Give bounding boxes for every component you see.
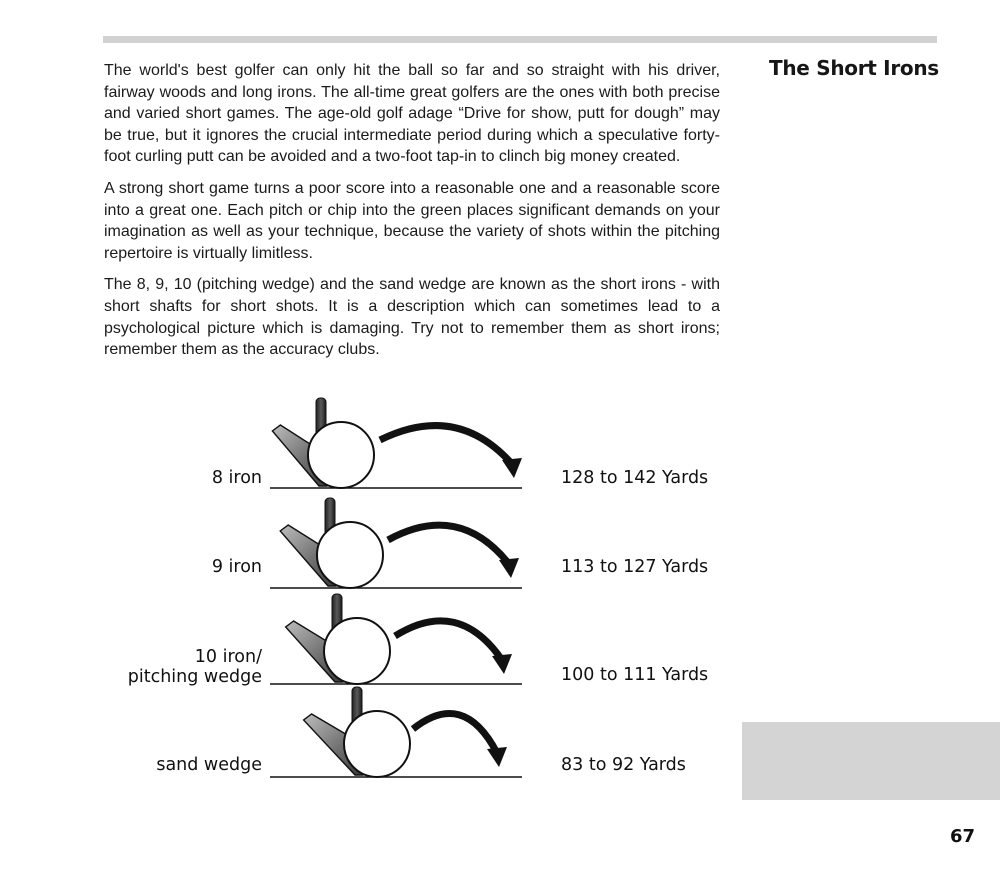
section-title: The Short Irons [769, 56, 939, 80]
golf-ball-1 [308, 422, 374, 488]
short-irons-figure [0, 390, 740, 810]
trajectory-arc-3 [395, 621, 502, 660]
side-panel [742, 722, 1000, 800]
club-label-8-iron: 8 iron [211, 468, 262, 488]
paragraph-3: The 8, 9, 10 (pitching wedge) and the sand wedge are known as the short irons - with short shafts for short shots. It is a description which can sometimes lead to a psychological picture which is damaging. Try not to remember them as short irons; remember them as the accuracy clubs. [104, 276, 720, 359]
paragraph-1: The world's best golfer can only hit the ball so far and so straight with his driver, fairway woods and long irons. The all-time great golfers are the ones with both precise and varied short games. The age-old golf adage “Drive for show, putt for dough” may be true, but it ignores the crucial intermediate period during which a speculative forty-foot curling putt can be avoided and a two-foot tap-in to clinch big money created. [104, 62, 720, 166]
distance-pitching-wedge: 100 to 111 Yards [561, 665, 709, 685]
trajectory-arrowhead-1 [502, 458, 522, 478]
trajectory-arrowhead-4 [487, 747, 507, 767]
golf-ball-3 [324, 618, 390, 684]
trajectory-arc-2 [388, 525, 509, 564]
top-rule [103, 36, 937, 43]
trajectory-arrowhead-2 [499, 558, 519, 578]
trajectory-arrowhead-3 [492, 654, 512, 674]
body-text [104, 60, 720, 371]
golf-ball-2 [317, 522, 383, 588]
trajectory-arc-1 [380, 426, 512, 464]
club-label-sand-wedge: sand wedge [156, 755, 262, 775]
distance-9-iron: 113 to 127 Yards [561, 557, 709, 577]
trajectory-arc-4 [413, 714, 497, 753]
club-label-9-iron: 9 iron [211, 557, 262, 577]
page-number: 67 [950, 826, 976, 847]
club-illustrations [0, 390, 740, 810]
distance-sand-wedge: 83 to 92 Yards [561, 755, 686, 775]
paragraph-2: A strong short game turns a poor score into a reasonable one and a reasonable score into a great one. Each pitch or chip into the green places significant demands on your imagination as well as your technique, because the variety of shots within the pitching repertoire is virtually limitless. [104, 179, 720, 262]
distance-8-iron: 128 to 142 Yards [561, 468, 709, 488]
club-label-pitching-wedge: 10 iron/ pitching wedge [127, 647, 262, 687]
golf-ball-4 [344, 711, 410, 777]
